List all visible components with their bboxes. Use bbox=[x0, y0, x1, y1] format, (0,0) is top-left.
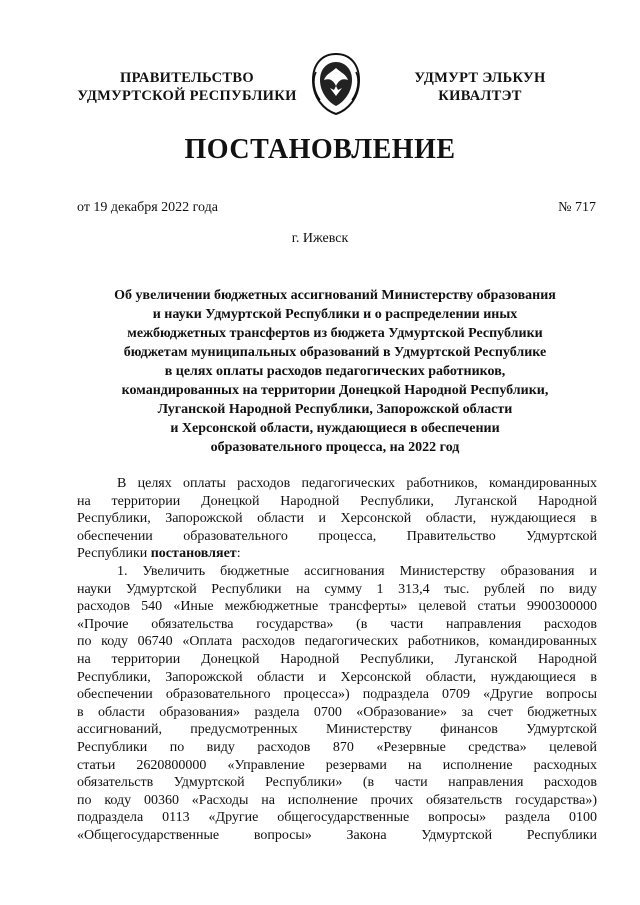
document-number: № 717 bbox=[558, 200, 596, 215]
subject-line: и науки Удмуртской Республики и о распределении иных bbox=[152, 307, 518, 322]
body-line: 1. Увеличить бюджетные ассигнования Министерству образования и bbox=[117, 563, 597, 579]
coat-of-arms-icon bbox=[308, 52, 364, 116]
body-line: Республики, Запорожской области и Херсонской области, нуждающиеся в bbox=[77, 511, 597, 527]
preamble-paragraph bbox=[77, 475, 597, 563]
subject-line: Луганской Народной Республики, Запорожской области bbox=[157, 402, 513, 417]
subject-line: Об увеличении бюджетных ассигнований Министерству образования bbox=[114, 288, 556, 303]
body-line: обязательств Удмуртской Республики» (в части направления расходов bbox=[77, 775, 597, 791]
body-line: «Общегосударственные вопросы» Закона Удмуртской Республики bbox=[77, 827, 597, 843]
body-line bbox=[77, 545, 597, 563]
document-date: от 19 декабря 2022 года bbox=[77, 200, 218, 215]
resolution-prefix: Республики bbox=[77, 546, 151, 562]
body-line: подраздела 0113 «Другие общегосударственные вопросы» раздела 0100 bbox=[77, 810, 597, 826]
body-line: на территории Донецкой Народной Республики, Луганской Народной bbox=[77, 651, 597, 667]
resolution-suffix: : bbox=[236, 546, 241, 562]
subject-line: межбюджетных трансфертов из бюджета Удмуртской Республики bbox=[127, 326, 543, 341]
document-body bbox=[77, 475, 597, 844]
body-line: по коду 00360 «Расходы на исполнение прочих обязательств государства») bbox=[77, 792, 597, 808]
body-line: в области образования» раздела 0700 «Образование» за счет бюджетных bbox=[77, 704, 597, 720]
header-left-line2: УДМУРТСКОЙ РЕСПУБЛИКИ bbox=[77, 88, 297, 104]
document-city: г. Ижевск bbox=[291, 231, 349, 246]
body-line: В целях оплаты расходов педагогических работников, командированных bbox=[117, 476, 597, 491]
header-right-line1: УДМУРТ ЭЛЬКУН bbox=[414, 70, 546, 86]
body-line: ассигнований, предусмотренных Министерству финансов Удмуртской bbox=[77, 722, 597, 738]
body-line: расходов 540 «Иные межбюджетные трансферты» целевой статьи 9900300000 bbox=[77, 599, 597, 615]
body-line: обеспечении образовательного процесса, Правительство Удмуртской bbox=[77, 528, 597, 544]
body-line: «Прочие обязательства государства» (в части направления расходов bbox=[77, 616, 597, 632]
subject-line: в целях оплаты расходов педагогических работников, bbox=[164, 364, 506, 379]
document-subject bbox=[90, 286, 580, 457]
subject-line: образовательного процесса, на 2022 год bbox=[210, 440, 460, 455]
subject-line: и Херсонской области, нуждающиеся в обеспечении bbox=[170, 421, 500, 436]
clause-1-paragraph bbox=[77, 563, 597, 845]
body-line: обеспечении образовательного процесса») подраздела 0709 «Другие вопросы bbox=[77, 687, 597, 703]
body-line: на территории Донецкой Народной Республики, Луганской Народной bbox=[77, 493, 597, 509]
subject-line: командированных на территории Донецкой Народной Республики, bbox=[121, 383, 549, 398]
body-line: Республики, Запорожской области и Херсонской области, нуждающиеся в bbox=[77, 669, 597, 685]
body-line: науки Удмуртской Республики на сумму 1 313,4 тыс. рублей по виду bbox=[77, 581, 597, 597]
document-title: ПОСТАНОВЛЕНИЕ bbox=[184, 134, 456, 165]
header-right-line2: КИВАЛТЭТ bbox=[438, 88, 522, 104]
header-left-block bbox=[72, 69, 302, 105]
resolution-keyword: постановляет bbox=[150, 546, 237, 562]
body-line: Республики по виду расходов 870 «Резервные средства» целевой bbox=[77, 739, 597, 755]
subject-line: бюджетам муниципальных образований в Удмуртской Республике bbox=[123, 345, 547, 360]
body-line: статьи 2620800000 «Управление резервами на исполнение расходных bbox=[77, 757, 597, 773]
header-left-line1: ПРАВИТЕЛЬСТВО bbox=[120, 70, 254, 86]
header-right-block bbox=[395, 69, 565, 105]
body-line: по коду 06740 «Оплата расходов педагогических работников, командированных bbox=[77, 634, 597, 650]
